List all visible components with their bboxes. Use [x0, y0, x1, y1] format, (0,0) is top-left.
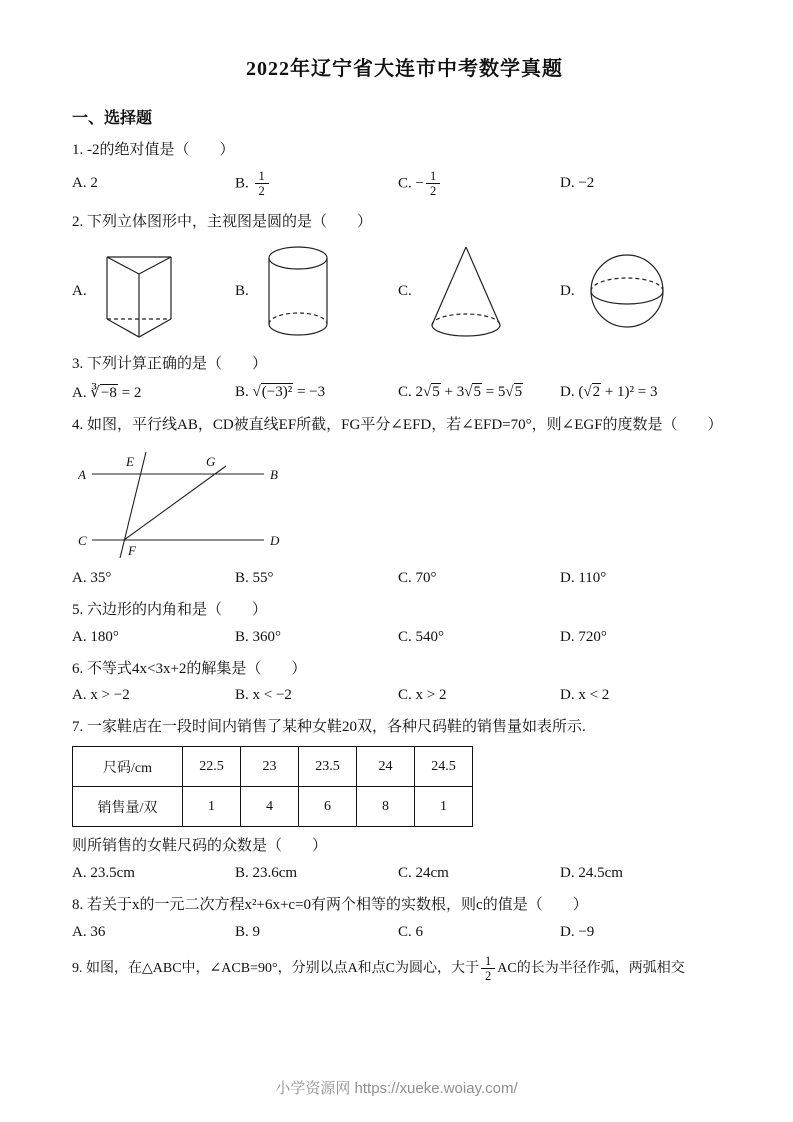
q1-option-c [398, 169, 560, 199]
q2-option-b [235, 245, 398, 337]
table-cell: 22.5 [183, 747, 241, 787]
section-heading: 一、选择题 [72, 110, 153, 127]
table-cell: 24 [357, 747, 415, 787]
table-row-sales [73, 787, 473, 827]
fraction-numerator: 1 [481, 954, 495, 969]
q4-option-c: C. 70° [398, 569, 437, 586]
math-fragment: = −3 [293, 384, 326, 400]
q3-option-b [235, 384, 398, 401]
fraction-one-half [481, 954, 495, 984]
table-cell: 6 [299, 787, 357, 827]
q7-option-b: B. 23.6cm [235, 864, 298, 881]
q7-option-c: C. 24cm [398, 864, 449, 881]
math-fragment: C. 2√ [398, 384, 432, 400]
question-6 [72, 659, 737, 705]
q1-option-a: A. 2 [72, 175, 98, 192]
fraction-denominator: 2 [485, 968, 492, 983]
q5-options [72, 629, 737, 646]
triangular-prism-icon [99, 240, 179, 342]
q6-option-a: A. x > −2 [72, 687, 130, 704]
q9-text-pre: 9. 如图，在△ABC中，∠ACB=90°，分别以点A和点C为圆心，大于 [72, 960, 480, 976]
radicand: (−3)² [261, 384, 293, 400]
page-title: 2022年辽宁省大连市中考数学真题 [246, 58, 563, 80]
fraction-one-half [426, 169, 440, 199]
radicand: 2 [592, 384, 601, 400]
shoe-sales-table [72, 746, 473, 827]
q2-option-a-label: A. [72, 282, 87, 299]
q2-stem: 2. 下列立体图形中，主视图是圆的是（ ） [72, 213, 373, 230]
figure-label-E: E [126, 453, 134, 469]
radicand: 5 [432, 384, 440, 400]
figure-label-F: F [128, 542, 136, 558]
q5-option-d: D. 720° [560, 628, 607, 645]
cylinder-icon [261, 245, 335, 337]
q2-option-c [398, 243, 560, 339]
q8-options [72, 924, 737, 941]
question-3 [72, 354, 737, 402]
q5-option-c: C. 540° [398, 628, 445, 645]
table-cell: 23 [241, 747, 299, 787]
q5-stem: 5. 六边形的内角和是（ ） [72, 601, 268, 618]
q7-intro: 7. 一家鞋店在一段时间内销售了某种女鞋20双，各种尺码鞋的销售量如表所示. [72, 719, 586, 736]
q6-stem: 6. 不等式4x<3x+2的解集是（ ） [72, 660, 307, 677]
fraction-denominator: 2 [258, 184, 265, 199]
fraction-one-half [255, 169, 269, 199]
q8-option-c: C. 6 [398, 923, 424, 940]
q4-stem: 4. 如图，平行线AB，CD被直线EF所截，FG平分∠EFD，若∠EFD=70°，则∠EGF的度数是（ ） [72, 417, 723, 433]
fraction-numerator: 1 [426, 169, 440, 184]
table-cell: 4 [241, 787, 299, 827]
table-cell: 8 [357, 787, 415, 827]
q3-option-a [72, 383, 235, 402]
table-row-size [73, 747, 473, 787]
table-cell: 1 [415, 787, 473, 827]
q1-option-b-label: B. [235, 175, 253, 192]
math-fragment: B. √ [235, 384, 261, 400]
q9-text-post: AC的长为半径作弧，两弧相交 [497, 960, 685, 976]
table-header-size: 尺码/cm [73, 747, 183, 787]
q6-option-c: C. x > 2 [398, 687, 447, 704]
table-cell: 23.5 [299, 747, 357, 787]
radicand: 5 [473, 384, 481, 400]
q6-option-b: B. x < −2 [235, 687, 292, 704]
q4-options [72, 570, 737, 587]
math-fragment: = 2 [117, 385, 142, 401]
q2-option-d [560, 249, 737, 333]
math-fragment: = 5√ [481, 384, 514, 400]
q1-stem: 1. -2的绝对值是（ ） [72, 142, 235, 158]
q1-option-c-label: C. − [398, 175, 424, 192]
math-fragment: + 1)² = 3 [601, 384, 658, 400]
q3-options [72, 383, 737, 402]
question-7 [72, 717, 737, 882]
question-9 [72, 954, 737, 984]
q2-option-b-label: B. [235, 282, 249, 299]
q1-option-d: D. −2 [560, 175, 595, 192]
q1-option-b [235, 169, 398, 199]
q2-options [72, 240, 737, 342]
figure-label-D: D [270, 532, 280, 548]
q3-option-c [398, 384, 560, 401]
q7-after: 则所销售的女鞋尺码的众数是（ ） [72, 838, 328, 854]
q3-stem: 3. 下列计算正确的是（ ） [72, 356, 268, 373]
cone-icon [424, 243, 508, 339]
q8-stem: 8. 若关于x的一元二次方程x²+6x+c=0有两个相等的实数根，则c的值是（ ） [72, 896, 588, 913]
q8-option-d: D. −9 [560, 923, 595, 940]
math-fragment: A. ∛ [72, 385, 100, 401]
q6-option-d: D. x < 2 [560, 687, 610, 704]
q8-option-a: A. 36 [72, 923, 106, 940]
radicand: 5 [514, 384, 523, 400]
q5-option-a: A. 180° [72, 628, 119, 645]
figure-label-B: B [270, 466, 278, 482]
q3-option-d [560, 384, 737, 401]
radicand: −8 [100, 385, 117, 401]
figure-label-G: G [206, 453, 216, 469]
q6-options [72, 687, 737, 704]
parallel-lines-figure [78, 444, 290, 562]
fraction-numerator: 1 [255, 169, 269, 184]
math-fragment: D. (√ [560, 384, 592, 400]
q8-option-b: B. 9 [235, 923, 261, 940]
table-cell: 24.5 [415, 747, 473, 787]
q7-option-d: D. 24.5cm [560, 864, 623, 881]
q5-option-b: B. 360° [235, 628, 282, 645]
fraction-denominator: 2 [429, 184, 437, 199]
question-1 [72, 140, 737, 199]
figure-label-A: A [78, 466, 86, 482]
q2-option-c-label: C. [398, 282, 412, 299]
figure-label-C: C [78, 532, 87, 548]
q9-stem [72, 954, 737, 984]
q2-option-d-label: D. [560, 282, 575, 299]
q4-option-d: D. 110° [560, 569, 607, 586]
sphere-icon [587, 249, 667, 333]
question-8 [72, 895, 737, 941]
q7-options [72, 865, 737, 882]
q4-option-a: A. 35° [72, 569, 112, 586]
table-header-sales: 销售量/双 [73, 787, 183, 827]
q4-option-b: B. 55° [235, 569, 274, 586]
q1-options [72, 169, 737, 199]
question-4 [72, 415, 737, 587]
question-2 [72, 212, 737, 343]
q2-option-a [72, 240, 235, 342]
question-5 [72, 600, 737, 646]
site-watermark: 小学资源网 https://xueke.woiay.com/ [275, 1080, 518, 1097]
q7-option-a: A. 23.5cm [72, 864, 135, 881]
table-cell: 1 [183, 787, 241, 827]
math-fragment: + 3√ [440, 384, 473, 400]
